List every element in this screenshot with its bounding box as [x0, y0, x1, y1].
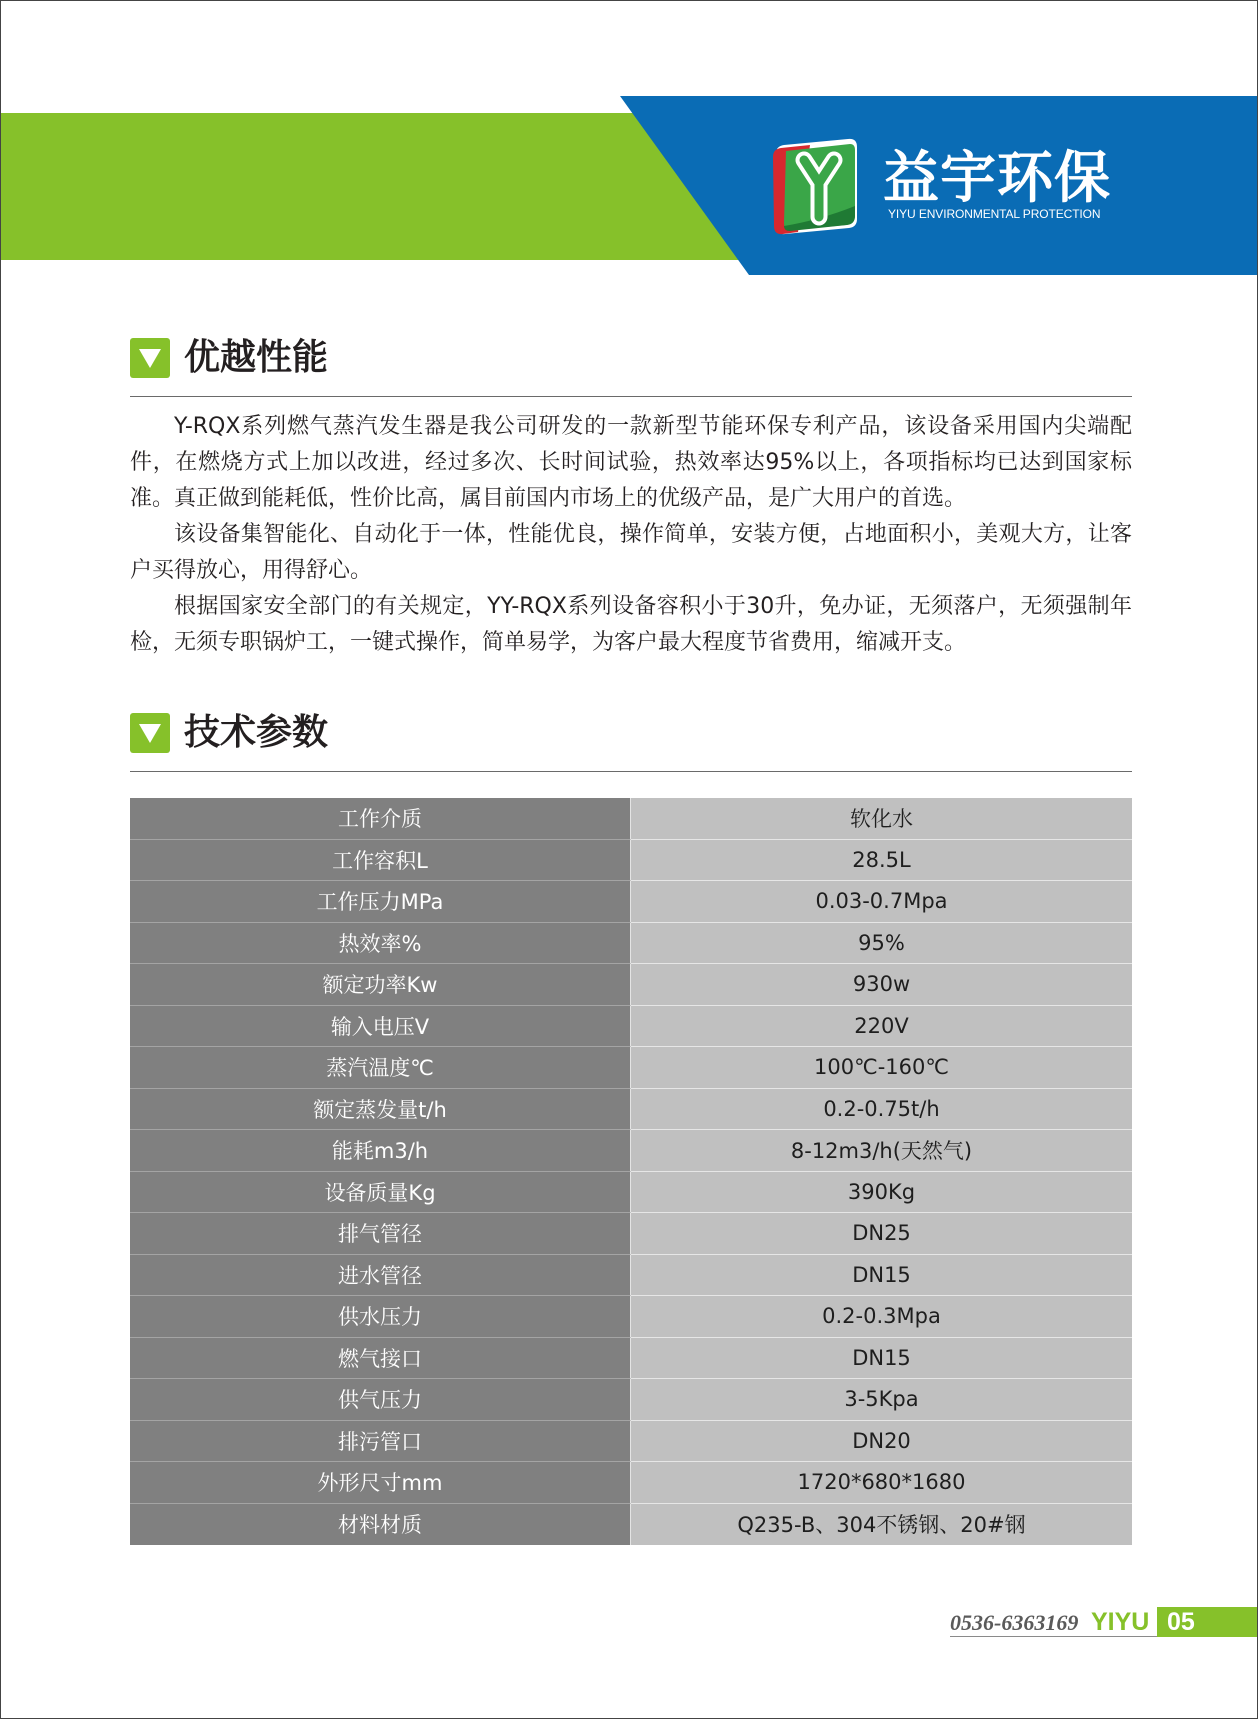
spec-label: 蒸汽温度℃ — [130, 1047, 631, 1089]
spec-value: DN20 — [631, 1421, 1132, 1463]
spec-label: 供气压力 — [130, 1379, 631, 1421]
table-row — [130, 1047, 1132, 1089]
paragraph: 根据国家安全部门的有关规定，YY-RQX系列设备容积小于30升，免办证，无须落户，无须强制年检，无须专职锅炉工，一键式操作，简单易学，为客户最大程度节省费用，缩减开支。 — [130, 594, 1132, 655]
spec-value: DN25 — [631, 1213, 1132, 1255]
table-row — [130, 964, 1132, 1006]
down-triangle-icon — [130, 338, 170, 378]
table-row — [130, 1172, 1132, 1214]
spec-label: 工作容积L — [130, 840, 631, 882]
footer-phone: 0536-6363169 — [950, 1610, 1079, 1635]
spec-label: 排污管口 — [130, 1421, 631, 1463]
spec-label: 设备质量Kg — [130, 1172, 631, 1214]
section-title-specs: 技术参数 — [184, 712, 329, 753]
table-row — [130, 1421, 1132, 1463]
spec-label: 材料材质 — [130, 1504, 631, 1546]
spec-label: 能耗m3/h — [130, 1130, 631, 1172]
spec-label: 工作介质 — [130, 798, 631, 840]
spec-label: 进水管径 — [130, 1255, 631, 1297]
paragraph: 该设备集智能化、自动化于一体，性能优良，操作简单，安装方便，占地面积小，美观大方，让客户买得放心，用得舒心。 — [130, 522, 1132, 583]
section-divider — [130, 396, 1132, 397]
table-row — [130, 798, 1132, 840]
spec-value: DN15 — [631, 1338, 1132, 1380]
down-triangle-icon — [130, 713, 170, 753]
table-row — [130, 1130, 1132, 1172]
spec-value: 0.2-0.3Mpa — [631, 1296, 1132, 1338]
table-row — [130, 1296, 1132, 1338]
section-divider — [130, 771, 1132, 772]
spec-value: 390Kg — [631, 1172, 1132, 1214]
spec-value: 95% — [631, 923, 1132, 965]
table-row — [130, 1089, 1132, 1131]
spec-value: Q235-B、304不锈钢、20#钢 — [631, 1504, 1132, 1546]
spec-value: 220V — [631, 1006, 1132, 1048]
spec-label: 额定功率Kw — [130, 964, 631, 1006]
table-row — [130, 1504, 1132, 1546]
table-row — [130, 1462, 1132, 1504]
spec-label: 排气管径 — [130, 1213, 631, 1255]
footer-brand: YIYU — [1091, 1608, 1150, 1636]
page-number: 05 — [1157, 1607, 1258, 1637]
paragraph: Y-RQX系列燃气蒸汽发生器是我公司研发的一款新型节能环保专利产品，该设备采用国内尖端配件，在燃烧方式上加以改进，经过多次、长时间试验，热效率达95%以上，各项指标均已达到国家标准。真正做到能耗低，性价比高，属目前国内市场上的优级产品，是广大用户的首选。 — [130, 414, 1132, 511]
spec-label: 输入电压V — [130, 1006, 631, 1048]
spec-label: 额定蒸发量t/h — [130, 1089, 631, 1131]
table-row — [130, 1255, 1132, 1297]
table-row — [130, 1006, 1132, 1048]
spec-value: DN15 — [631, 1255, 1132, 1297]
header-banner — [0, 0, 1258, 290]
spec-value: 1720*680*1680 — [631, 1462, 1132, 1504]
spec-value: 8-12m3/h(天然气) — [631, 1130, 1132, 1172]
spec-value: 3-5Kpa — [631, 1379, 1132, 1421]
spec-value: 0.2-0.75t/h — [631, 1089, 1132, 1131]
spec-label: 燃气接口 — [130, 1338, 631, 1380]
yiyu-logo-icon — [768, 136, 863, 237]
brand-name-cn: 益宇环保 — [883, 146, 1111, 211]
table-row — [130, 840, 1132, 882]
brand-name-en: YIYU ENVIRONMENTAL PROTECTION — [888, 207, 1101, 221]
spec-table — [130, 798, 1132, 1545]
table-row — [130, 1338, 1132, 1380]
spec-value: 软化水 — [631, 798, 1132, 840]
spec-value: 28.5L — [631, 840, 1132, 882]
table-row — [130, 1213, 1132, 1255]
green-band — [0, 113, 760, 260]
table-row — [130, 881, 1132, 923]
section-title-performance: 优越性能 — [184, 337, 329, 378]
spec-label: 供水压力 — [130, 1296, 631, 1338]
spec-value: 0.03-0.7Mpa — [631, 881, 1132, 923]
table-row — [130, 1379, 1132, 1421]
spec-label: 工作压力MPa — [130, 881, 631, 923]
performance-description — [130, 409, 1132, 661]
spec-value: 100℃-160℃ — [631, 1047, 1132, 1089]
spec-label: 热效率% — [130, 923, 631, 965]
spec-label: 外形尺寸mm — [130, 1462, 631, 1504]
spec-value: 930w — [631, 964, 1132, 1006]
table-row — [130, 923, 1132, 965]
